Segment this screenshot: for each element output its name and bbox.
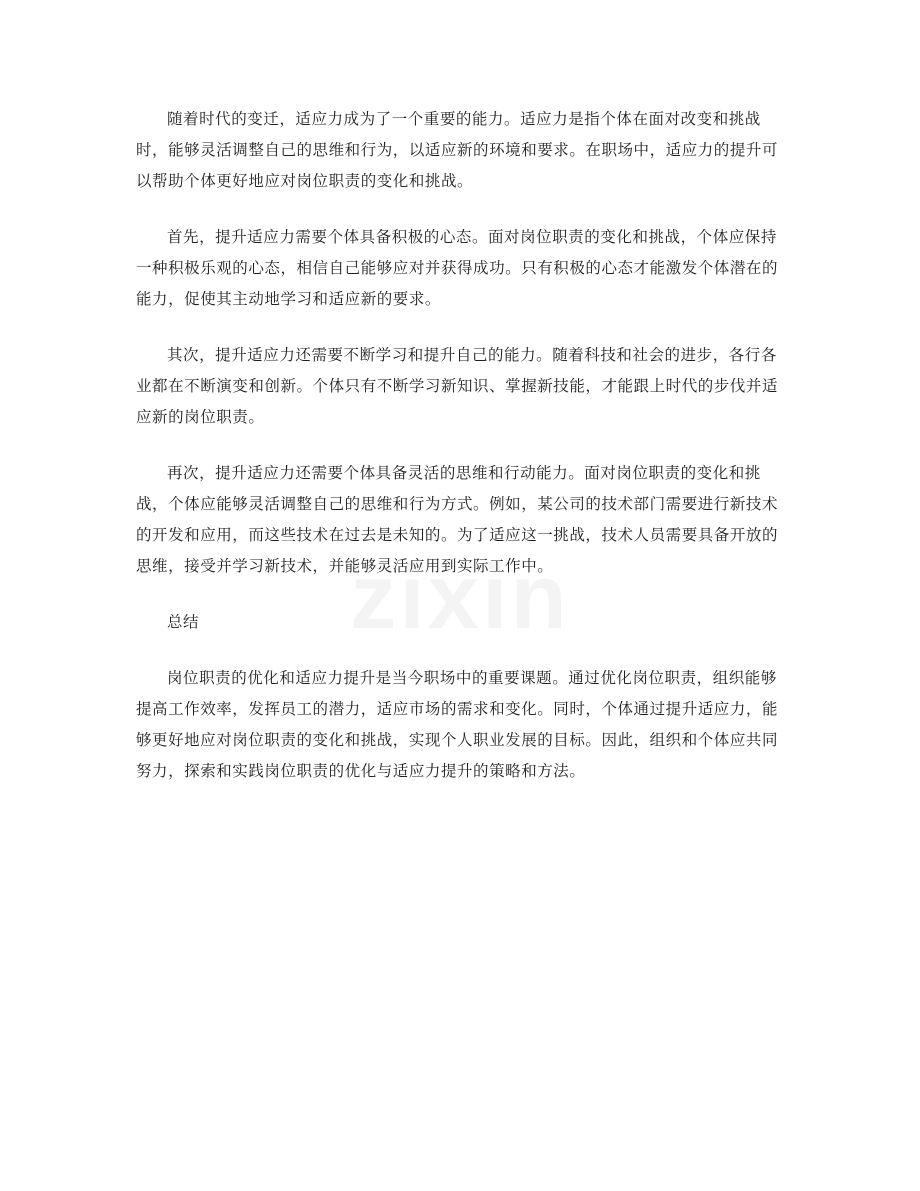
paragraph-third: 再次，提升适应力还需要个体具备灵活的思维和行动能力。面对岗位职责的变化和挑战，个体应能够灵活调整自己的思维和行为方式。例如，某公司的技术部门需要进行新技术的开发和应用，而这些技术在过去是未知的。为了适应这一挑战，技术人员需要具备开放的思维，接受并学习新技术，并能够灵活应用到实际工作中。 bbox=[136, 464, 779, 575]
document-body bbox=[136, 104, 786, 812]
summary-heading: 总结 bbox=[167, 613, 200, 631]
paragraph-first: 首先，提升适应力需要个体具备积极的心态。面对岗位职责的变化和挑战，个体应保持一种积极乐观的心态，相信自己能够应对并获得成功。只有积极的心态才能激发个体潜在的能力，促使其主动地学习和适应新的要求。 bbox=[136, 228, 779, 308]
paragraph-intro: 随着时代的变迁，适应力成为了一个重要的能力。适应力是指个体在面对改变和挑战时，能够灵活调整自己的思维和行为，以适应新的环境和要求。在职场中，适应力的提升可以帮助个体更好地应对岗位职责的变化和挑战。 bbox=[136, 110, 779, 190]
paragraph-second: 其次，提升适应力还需要不断学习和提升自己的能力。随着科技和社会的进步，各行各业都在不断演变和创新。个体只有不断学习新知识、掌握新技能，才能跟上时代的步伐并适应新的岗位职责。 bbox=[136, 346, 779, 426]
summary-paragraph: 岗位职责的优化和适应力提升是当今职场中的重要课题。通过优化岗位职责，组织能够提高工作效率，发挥员工的潜力，适应市场的需求和变化。同时，个体通过提升适应力，能够更好地应对岗位职责的变化和挑战，实现个人职业发展的目标。因此，组织和个体应共同努力，探索和实践岗位职责的优化与适应力提升的策略和方法。 bbox=[136, 669, 779, 780]
